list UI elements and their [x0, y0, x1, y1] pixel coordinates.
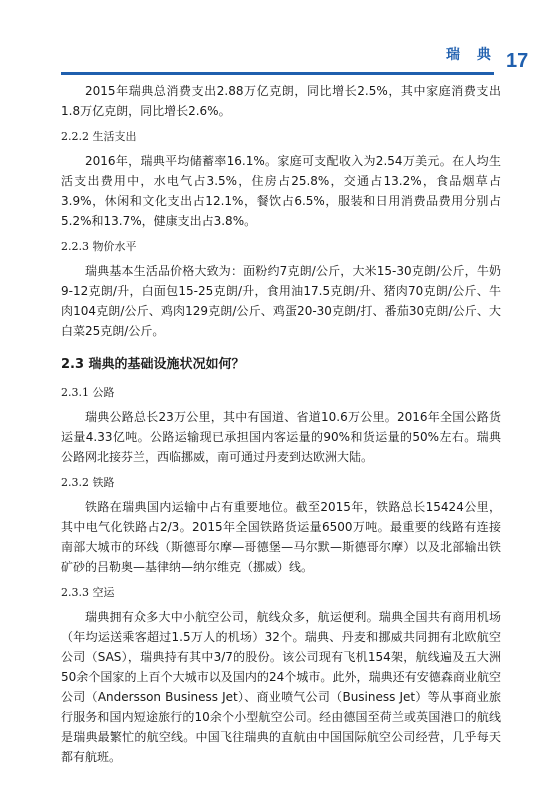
heading-2-3-3-air-transport: 2.3.3 空运 [61, 586, 115, 599]
header-rule [61, 72, 494, 75]
heading-2-3-2-railways: 2.3.2 铁路 [61, 476, 115, 489]
heading-2-2-2-living-expenses: 2.2.2 生活支出 [61, 130, 137, 143]
page-number: 17 [506, 50, 529, 72]
paragraph-railways: 铁路在瑞典国内运输中占有重要地位。截至2015年，铁路总长15424公里，其中电气化铁路占2/3。2015年全国铁路货运量6500万吨。最重要的线路有连接南部大城市的环线（斯德哥尔摩—哥德堡—马尔默—斯德哥尔摩）以及北部输出铁矿砂的吕勒奥—基律纳—纳尔维克（挪威）线。 [61, 500, 501, 574]
page-content [61, 81, 501, 767]
paragraph-air-transport: 瑞典拥有众多大中小航空公司，航线众多，航运便利。瑞典全国共有商用机场（年均运送乘客超过1.5万人的机场）32个。瑞典、丹麦和挪威共同拥有北欧航空公司（SAS），瑞典持有其中3/7的股份。该公司现有飞机154架，航线遍及五大洲50余个国家的上百个大城市以及国内的24个城市。此外，瑞典还有安德森商业航空公司（Andersson Business Jet）、商业喷气公司（Business Jet）等从事商业旅行服务和国内短途旅行的10余个小型航空公司。经由德国至荷兰或英国港口的航线是瑞典最繁忙的航空线。中国飞往瑞典的直航由中国国际航空公司经营，几乎每天都有航班。 [61, 610, 501, 764]
paragraph-consumption: 2015年瑞典总消费支出2.88万亿克朗，同比增长2.5%，其中家庭消费支出1.8万亿克朗，同比增长2.6%。 [61, 84, 501, 118]
running-header-title: 瑞 典 [446, 47, 497, 63]
heading-2-3-1-roads: 2.3.1 公路 [61, 386, 115, 399]
heading-2-3-infrastructure: 2.3 瑞典的基础设施状况如何？ [61, 357, 245, 372]
heading-2-2-3-price-level: 2.2.3 物价水平 [61, 240, 137, 253]
paragraph-price-level: 瑞典基本生活品价格大致为：面粉约7克朗/公斤，大米15-30克朗/公斤，牛奶9-12克朗/升，白面包15-25克朗/升，食用油17.5克朗/升、猪肉70克朗/公斤、牛肉104克朗/公斤、鸡肉129克朗/公斤、鸡蛋20-30克朗/打、番茄30克朗/公斤、大白菜25克朗/公斤。 [61, 264, 501, 338]
paragraph-roads: 瑞典公路总长23万公里，其中有国道、省道10.6万公里。2016年全国公路货运量4.33亿吨。公路运输现已承担国内客运量的90%和货运量的50%左右。瑞典公路网北接芬兰，西临挪威，南可通过丹麦到达欧洲大陆。 [61, 410, 501, 464]
paragraph-living-expenses: 2016年，瑞典平均储蓄率16.1%。家庭可支配收入为2.54万美元。在人均生活支出费用中，水电气占3.5%，住房占25.8%，交通占13.2%，食品烟草占3.9%，休闲和文化支出占12.1%，餐饮占6.5%，服装和日用消费品费用分别占5.2%和13.7%，健康支出占3.8%。 [61, 154, 501, 228]
